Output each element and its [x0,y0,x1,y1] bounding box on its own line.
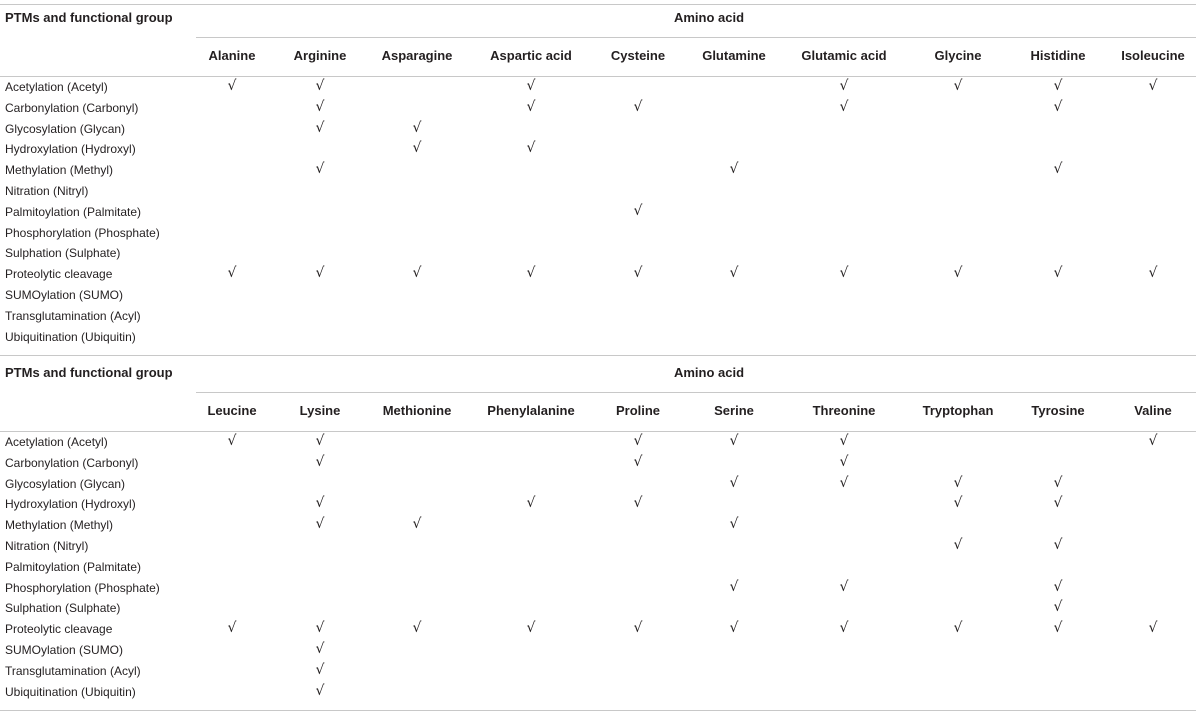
check-mark: √ [729,433,739,449]
table-row [0,309,1200,330]
table-row [0,497,1200,518]
check-mark: √ [1053,98,1063,115]
table-row [0,330,1200,351]
table-row [0,142,1200,163]
check-mark: √ [1148,78,1158,94]
check-mark: √ [729,578,739,595]
check-mark: √ [1053,474,1063,491]
check-mark: √ [315,119,325,136]
check-mark: √ [1053,599,1063,616]
table-row [0,98,1200,122]
group-header: PTMs and functional group [5,365,173,380]
check-mark: √ [839,453,849,470]
check-mark: √ [526,265,536,282]
table-row [0,435,1200,456]
table-row [0,288,1200,309]
check-mark: √ [1053,537,1063,553]
bottom-rule [0,710,1196,711]
check-mark: √ [227,433,237,449]
column-header: Tyrosine [1031,403,1085,418]
table-row [0,453,1200,477]
span-header-rule [196,37,1196,38]
row-label: Methylation (Methyl) [5,163,114,178]
check-mark: √ [526,78,536,94]
table-row [0,661,1200,685]
table-row [0,601,1200,622]
row-label: Phosphorylation (Phosphate) [5,580,160,595]
check-mark: √ [633,620,643,637]
column-header: Phenylalanine [487,403,575,418]
column-header: Tryptophan [922,403,994,418]
check-mark: √ [729,620,739,637]
row-label: Proteolytic cleavage [5,267,113,282]
check-mark: √ [839,98,849,115]
check-mark: √ [839,78,849,94]
check-mark: √ [315,641,325,657]
check-mark: √ [839,433,849,449]
check-mark: √ [1148,433,1158,449]
table-row [0,474,1200,498]
column-header: Alanine [208,48,256,63]
check-mark: √ [729,516,739,533]
column-header: Lysine [299,403,341,418]
column-header-rule [0,76,1196,77]
check-mark: √ [729,265,739,282]
check-mark: √ [839,620,849,637]
check-mark: √ [1148,265,1158,282]
check-mark: √ [1053,578,1063,595]
check-mark: √ [315,265,325,282]
row-label: Transglutamination (Acyl) [5,663,141,678]
check-mark: √ [412,516,422,533]
row-label: Ubiquitination (Ubiquitin) [5,329,136,344]
row-label: Hydroxylation (Hydroxyl) [5,142,136,157]
group-header: PTMs and functional group [5,10,173,25]
row-label: Ubiquitination (Ubiquitin) [5,684,136,699]
row-label: Palmitoylation (Palmitate) [5,559,142,574]
check-mark: √ [315,516,325,533]
row-label: SUMOylation (SUMO) [5,643,124,657]
check-mark: √ [315,161,325,178]
check-mark: √ [729,161,739,178]
top-rule [0,4,1196,5]
row-label: Sulphation (Sulphate) [5,246,121,261]
check-mark: √ [953,265,963,282]
span-header: Amino acid [673,365,745,380]
table-row [0,202,1200,226]
middle-rule [0,355,1196,356]
row-label: SUMOylation (SUMO) [5,288,124,302]
check-mark: √ [315,682,325,699]
column-header: Cysteine [610,48,666,63]
check-mark: √ [315,78,325,94]
column-header: Arginine [293,48,347,63]
check-mark: √ [633,202,643,219]
check-mark: √ [412,140,422,157]
table-row [0,163,1200,184]
table-row [0,80,1200,101]
table-row [0,226,1200,247]
table-row [0,518,1200,539]
check-mark: √ [526,98,536,115]
check-mark: √ [729,474,739,491]
check-mark: √ [839,474,849,491]
row-label: Carbonylation (Carbonyl) [5,100,139,115]
column-header-rule [0,431,1196,432]
span-header: Amino acid [673,10,745,25]
table-row [0,119,1200,143]
check-mark: √ [315,98,325,115]
row-label: Proteolytic cleavage [5,622,113,637]
check-mark: √ [315,495,325,512]
check-mark: √ [839,578,849,595]
check-mark: √ [1053,78,1063,94]
check-mark: √ [227,265,237,282]
column-header: Serine [714,403,754,418]
table-row [0,184,1200,205]
table-row [0,246,1200,267]
check-mark: √ [953,474,963,491]
table-row [0,539,1200,560]
table-row [0,578,1200,602]
check-mark: √ [1053,495,1063,512]
check-mark: √ [315,453,325,470]
check-mark: √ [633,98,643,115]
check-mark: √ [412,265,422,282]
table-row [0,643,1200,664]
check-mark: √ [227,78,237,94]
row-label: Transglutamination (Acyl) [5,308,141,323]
row-label: Methylation (Methyl) [5,518,114,533]
span-header-rule [196,392,1196,393]
column-header: Leucine [207,403,257,418]
check-mark: √ [1053,265,1063,282]
check-mark: √ [633,433,643,449]
check-mark: √ [953,78,963,94]
check-mark: √ [953,495,963,512]
row-label: Glycosylation (Glycan) [5,121,126,136]
table-row [0,622,1200,643]
column-header: Asparagine [381,48,453,63]
check-mark: √ [633,495,643,512]
check-mark: √ [953,620,963,637]
check-mark: √ [412,119,422,136]
check-mark: √ [315,661,325,678]
column-header: Glutamic acid [801,48,887,63]
check-mark: √ [633,265,643,282]
row-label: Acetylation (Acetyl) [5,80,108,94]
check-mark: √ [1053,620,1063,637]
row-label: Nitration (Nitryl) [5,539,89,553]
table-row [0,560,1200,581]
table-row [0,267,1200,288]
check-mark: √ [526,495,536,512]
row-label: Palmitoylation (Palmitate) [5,204,142,219]
row-label: Hydroxylation (Hydroxyl) [5,497,136,512]
row-label: Glycosylation (Glycan) [5,476,126,491]
check-mark: √ [526,620,536,637]
check-mark: √ [1053,161,1063,178]
check-mark: √ [1148,620,1158,637]
column-header: Valine [1134,403,1172,418]
row-label: Acetylation (Acetyl) [5,435,108,449]
check-mark: √ [315,620,325,637]
check-mark: √ [315,433,325,449]
column-header: Methionine [382,403,452,418]
column-header: Glutamine [702,48,766,63]
check-mark: √ [227,620,237,637]
row-label: Nitration (Nitryl) [5,184,89,198]
check-mark: √ [839,265,849,282]
table-row [0,682,1200,706]
column-header: Threonine [812,403,876,418]
check-mark: √ [633,453,643,470]
column-header: Glycine [934,48,982,63]
check-mark: √ [412,620,422,637]
row-label: Carbonylation (Carbonyl) [5,455,139,470]
column-header: Aspartic acid [490,48,572,63]
column-header: Histidine [1030,48,1086,63]
check-mark: √ [526,140,536,157]
row-label: Sulphation (Sulphate) [5,601,121,616]
column-header: Proline [615,403,661,418]
check-mark: √ [953,537,963,553]
row-label: Phosphorylation (Phosphate) [5,225,160,240]
column-header: Isoleucine [1121,48,1185,63]
